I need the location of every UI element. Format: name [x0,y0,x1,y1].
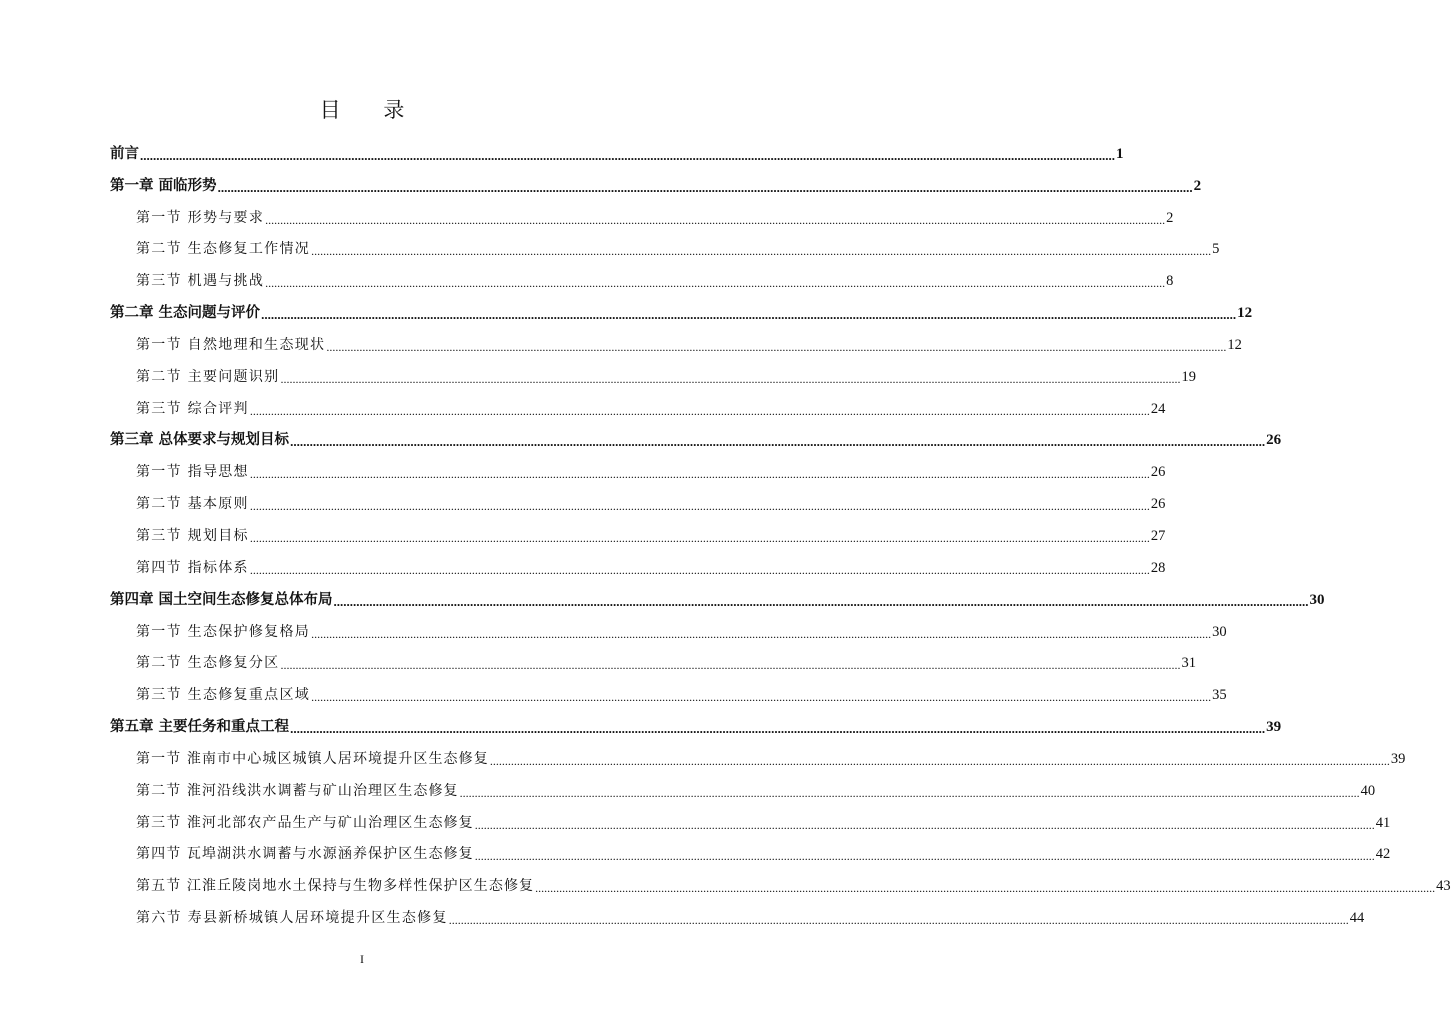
toc-leader-dots: ............................................................................................................................................................................................................................................................................................................ [261,307,1237,323]
toc-section-entry[interactable] [110,768,1376,800]
toc-chapter-entry[interactable] [110,163,1202,195]
toc-section-entry[interactable] [110,354,1196,386]
toc-chapter-entry[interactable] [110,704,1282,737]
toc-entry-page-number: 44 [1349,910,1365,927]
toc-entry-label: 第四节 指标体系 [136,559,249,576]
toc-section-entry[interactable] [110,609,1227,641]
toc-entry-page-number: 40 [1360,782,1376,799]
toc-section-entry[interactable] [110,672,1227,705]
table-of-contents [110,131,1451,928]
toc-entry-page-number: 26 [1150,464,1166,481]
toc-leader-dots: ............................................................................................................................................................................................................................................................................................................ [448,913,1349,928]
toc-chapter-entry[interactable] [110,418,1282,450]
toc-entry-label: 第六节 寿县新桥城镇人居环境提升区生态修复 [136,910,448,927]
toc-chapter-entry[interactable] [110,290,1253,323]
toc-entry-page-number: 12 [1237,305,1253,322]
toc-entry-page-number: 39 [1266,719,1282,736]
toc-section-entry[interactable] [110,513,1166,545]
toc-entry-page-number: 31 [1181,655,1196,672]
toc-section-entry[interactable] [110,863,1451,896]
toc-leader-dots: ............................................................................................................................................................................................................................................................................................................ [535,881,1436,896]
toc-entry-label: 第二节 淮河沿线洪水调蓄与矿山治理区生态修复 [136,782,459,799]
toc-chapter-entry[interactable] [110,131,1124,163]
toc-entry-label: 第五章 主要任务和重点工程 [110,718,290,736]
toc-entry-label: 第一节 自然地理和生态现状 [136,336,326,353]
toc-entry-label: 前言 [110,144,139,162]
toc-leader-dots: ............................................................................................................................................................................................................................................................................................................ [459,785,1360,800]
toc-section-entry[interactable] [110,545,1166,577]
toc-leader-dots: ............................................................................................................................................................................................................................................................................................................ [290,721,1266,737]
toc-entry-page-number: 2 [1166,209,1174,226]
toc-section-entry[interactable] [110,227,1220,259]
toc-entry-page-number: 2 [1193,177,1202,194]
toc-section-entry[interactable] [110,832,1391,864]
toc-leader-dots: ............................................................................................................................................................................................................................................................................................................ [489,753,1390,768]
toc-entry-page-number: 35 [1212,687,1227,704]
toc-section-entry[interactable] [110,386,1166,418]
toc-leader-dots: ............................................................................................................................................................................................................................................................................................................ [217,179,1193,195]
toc-leader-dots: ............................................................................................................................................................................................................................................................................................................ [474,849,1375,864]
toc-leader-dots: ............................................................................................................................................................................................................................................................................................................ [249,562,1150,577]
toc-section-entry[interactable] [110,449,1166,482]
toc-entry-page-number: 26 [1150,496,1166,513]
toc-leader-dots: ............................................................................................................................................................................................................................................................................................................ [311,244,1212,259]
toc-chapter-entry[interactable] [110,577,1325,609]
toc-section-entry[interactable] [110,481,1166,514]
toc-leader-dots: ............................................................................................................................................................................................................................................................................................................ [280,658,1181,673]
toc-entry-page-number: 27 [1150,527,1166,544]
toc-entry-label: 第二节 生态修复分区 [136,655,280,672]
toc-entry-label: 第二节 主要问题识别 [136,368,280,385]
toc-entry-page-number: 41 [1375,814,1391,831]
toc-entry-page-number: 12 [1227,336,1242,353]
toc-entry-page-number: 26 [1266,432,1282,449]
toc-section-entry[interactable] [110,195,1174,227]
toc-leader-dots: ............................................................................................................................................................................................................................................................................................................ [474,817,1375,832]
toc-section-entry[interactable] [110,641,1196,673]
toc-leader-dots: ............................................................................................................................................................................................................................................................................................................ [140,147,1115,163]
toc-entry-label: 第三节 规划目标 [136,527,249,544]
toc-entry-page-number: 30 [1212,623,1227,640]
toc-entry-label: 第三节 淮河北部农产品生产与矿山治理区生态修复 [136,814,474,831]
toc-entry-label: 第一节 生态保护修复格局 [136,623,311,640]
toc-entry-label: 第三节 生态修复重点区域 [136,687,311,704]
toc-entry-page-number: 43 [1436,878,1451,895]
toc-entry-label: 第二节 生态修复工作情况 [136,241,311,258]
toc-leader-dots: ............................................................................................................................................................................................................................................................................................................ [326,339,1227,354]
toc-entry-label: 第一节 形势与要求 [136,209,265,226]
toc-entry-label: 第四节 瓦埠湖洪水调蓄与水源涵养保护区生态修复 [136,846,474,863]
toc-entry-label: 第一章 面临形势 [110,176,217,194]
page-number-footer: I [360,952,364,966]
toc-section-entry[interactable] [110,736,1406,768]
toc-leader-dots: ............................................................................................................................................................................................................................................................................................................ [265,212,1166,227]
toc-entry-label: 第二章 生态问题与评价 [110,304,261,322]
toc-entry-label: 第一节 淮南市中心城区城镇人居环境提升区生态修复 [136,750,489,767]
toc-section-entry[interactable] [110,800,1391,832]
toc-entry-label: 第一节 指导思想 [136,464,249,481]
toc-entry-label: 第二节 基本原则 [136,496,249,513]
toc-entry-label: 第三节 综合评判 [136,400,249,417]
toc-leader-dots: ............................................................................................................................................................................................................................................................................................................ [280,371,1181,386]
toc-leader-dots: ............................................................................................................................................................................................................................................................................................................ [249,403,1150,418]
toc-entry-page-number: 5 [1212,241,1220,258]
toc-entry-page-number: 39 [1390,750,1406,767]
toc-leader-dots: ............................................................................................................................................................................................................................................................................................................ [311,690,1212,705]
toc-entry-page-number: 42 [1375,846,1391,863]
toc-leader-dots: ............................................................................................................................................................................................................................................................................................................ [311,626,1212,641]
toc-section-entry[interactable] [110,895,1365,928]
toc-entry-page-number: 1 [1116,145,1124,162]
toc-title: 目 录 [319,98,423,122]
toc-entry-label: 第五节 江淮丘陵岗地水土保持与生物多样性保护区生态修复 [136,878,535,895]
toc-section-entry[interactable] [110,258,1174,291]
toc-section-entry[interactable] [110,322,1242,354]
toc-leader-dots: ............................................................................................................................................................................................................................................................................................................ [249,530,1150,545]
toc-entry-label: 第三章 总体要求与规划目标 [110,431,290,449]
toc-entry-page-number: 24 [1150,400,1166,417]
toc-leader-dots: ............................................................................................................................................................................................................................................................................................................ [249,499,1150,514]
toc-entry-page-number: 28 [1150,559,1166,576]
toc-entry-page-number: 30 [1309,591,1325,608]
toc-leader-dots: ............................................................................................................................................................................................................................................................................................................ [333,593,1309,609]
toc-leader-dots: ............................................................................................................................................................................................................................................................................................................ [249,467,1150,482]
toc-entry-label: 第四章 国土空间生态修复总体布局 [110,590,333,608]
toc-leader-dots: ............................................................................................................................................................................................................................................................................................................ [290,434,1266,450]
toc-entry-page-number: 19 [1181,368,1196,385]
toc-leader-dots: ............................................................................................................................................................................................................................................................................................................ [265,276,1166,291]
toc-entry-page-number: 8 [1166,273,1174,290]
toc-entry-label: 第三节 机遇与挑战 [136,273,265,290]
